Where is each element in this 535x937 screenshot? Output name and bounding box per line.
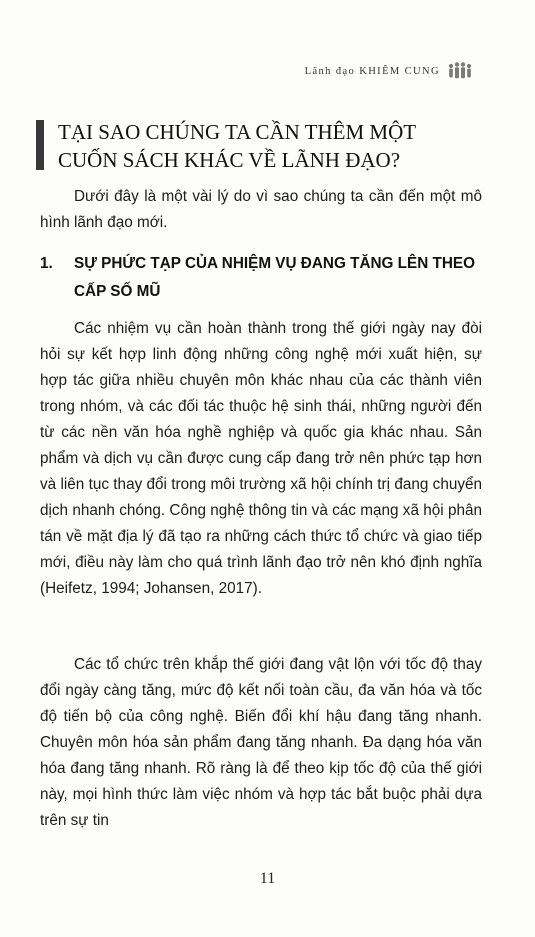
body-paragraph: Các tổ chức trên khắp thế giới đang vật lộn với tốc độ thay đổi ngày càng tăng, mức độ kết nối toàn cầu, đa văn hóa và tốc độ tiến bộ của công nghệ. Biến đổi khí hậu đang tăng nhanh. Chuyên môn hóa sản phẩm đang tăng nhanh. Đa dạng hóa văn hóa đang tăng nhanh. Rõ ràng là để theo kịp tốc độ của thế giới này, mọi hình thức làm việc nhóm và hợp tác bắt buộc phải dựa trên sự tin (40, 656, 482, 829)
chapter-title: TẠI SAO CHÚNG TA CẦN THÊM MỘT CUỐN SÁCH KHÁC VỀ LÃNH ĐẠO? (58, 120, 417, 172)
chapter-heading (36, 118, 476, 174)
section-title: SỰ PHỨC TẠP CỦA NHIỆM VỤ ĐANG TĂNG LÊN THEO CẤP SỐ MŨ (74, 255, 476, 300)
chapter-accent-bar (36, 120, 44, 170)
section-number: 1. (40, 255, 53, 272)
running-header (305, 61, 473, 81)
page-number: 11 (259, 870, 276, 887)
running-title: Lãnh đạo KHIÊM CUNG (304, 65, 440, 77)
body-paragraph: Các nhiệm vụ cần hoàn thành trong thế giới ngày nay đòi hỏi sự kết hợp linh động những công nghệ mới xuất hiện, sự hợp tác giữa nhiều chuyên môn khác nhau của các thành viên trong nhóm, và các đối tác thuộc hệ sinh thái, những người đến từ các nền văn hóa nghề nghiệp và quốc gia khác nhau. Sản phẩm và dịch vụ cần được cung cấp đang trở nên phức tạp hơn và liên tục thay đổi trong môi trường xã hội chính trị đang chuyển dịch nhanh chóng. Công nghệ thông tin và các mạng xã hội phân tán về mặt địa lý đã tạo ra những cách thức tổ chức và giao tiếp mới, điều này làm cho quá trình lãnh đạo trở nên khó định nghĩa (Heifetz, 1994; Johansen, 2017). (40, 320, 482, 597)
people-group-icon (447, 61, 473, 81)
intro-paragraph: Dưới đây là một vài lý do vì sao chúng ta cần đến một mô hình lãnh đạo mới. (40, 188, 482, 231)
section-heading (40, 250, 482, 306)
